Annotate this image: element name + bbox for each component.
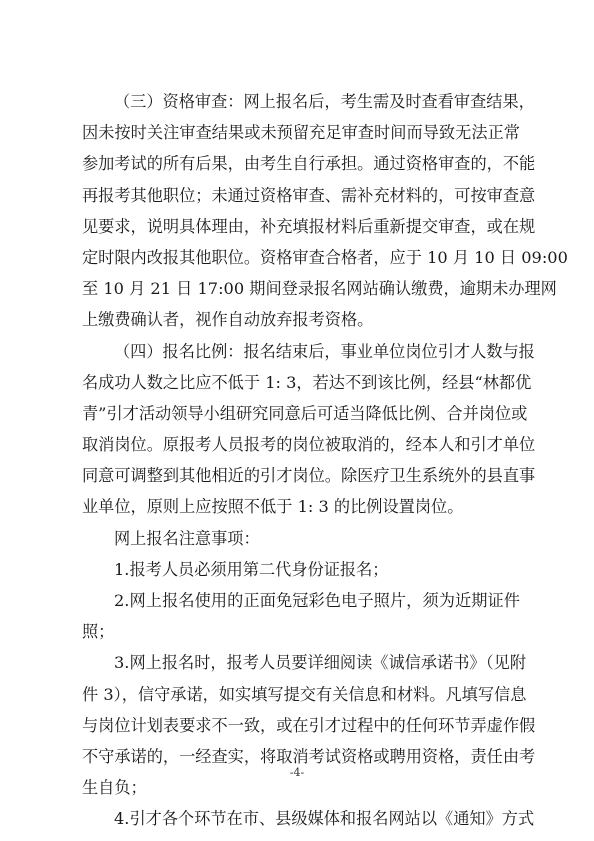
list-item: 1.报考人员必须用第二代身份证报名； <box>114 559 389 579</box>
paragraph-line: 因未按时关注审查结果或未预留充足审查时间而导致无法正常 <box>82 123 520 143</box>
paragraph-line: 名成功人数之比应不低于 1: 3，若达不到该比例，经县“林都优 <box>82 372 532 392</box>
paragraph-line: 至 10 月 21 日 17:00 期间登录报名网站确认缴费，逾期未办理网 <box>82 279 557 299</box>
list-item: 4.引才各个环节在市、县级媒体和报名网站以《通知》方式 <box>114 809 535 829</box>
list-item-continuation: 生自负； <box>82 778 147 798</box>
list-item-continuation: 照； <box>82 622 115 642</box>
document-body <box>82 86 568 835</box>
paragraph-line: （四）报名比例：报名结束后，事业单位岗位引才人数与报 <box>114 341 535 361</box>
paragraph-line: 参加考试的所有后果，由考生自行承担。通过资格审查的，不能 <box>82 154 536 174</box>
list-item-continuation: 与岗位计划表要求不一致，或在引才过程中的任何环节弄虚作假 <box>82 715 536 735</box>
paragraph-line: 见要求，说明具体理由，补充填报材料后重新提交审查，或在规 <box>82 216 536 236</box>
list-item: 2.网上报名使用的正面免冠彩色电子照片，须为近期证件 <box>114 591 520 610</box>
list-item: 3.网上报名时，报考人员要详细阅读《诚信承诺书》（见附 <box>114 653 527 673</box>
paragraph-line: 业单位，原则上应按照不低于 1: 3 的比例设置岗位。 <box>82 497 464 517</box>
paragraph-line: 同意可调整到其他相近的引才岗位。除医疗卫生系统外的县直事 <box>82 466 536 486</box>
paragraph-line: 上缴费确认者，视作自动放弃报考资格。 <box>82 310 374 330</box>
paragraph-line: 再报考其他职位；未通过资格审查、需补充材料的，可按审查意 <box>82 185 536 205</box>
paragraph-line: 定时限内改报其他职位。资格审查合格者，应于 10 月 10 日 09:00 <box>82 247 568 267</box>
list-item-continuation: 件 3），信守承诺，如实填写提交有关信息和材料。凡填写信息 <box>82 684 527 704</box>
paragraph-line: 取消岗位。原报考人员报考的岗位被取消的，经本人和引才单位 <box>82 435 536 455</box>
section-heading: 网上报名注意事项： <box>114 528 260 548</box>
paragraph-line: （三）资格审查：网上报名后，考生需及时查看审查结果， <box>114 92 535 111</box>
page-number: -4- <box>289 766 305 779</box>
paragraph-line: 青”引才活动领导小组研究同意后可适当降低比例、合并岗位或 <box>82 403 528 423</box>
list-item-continuation: 不守承诺的，一经查实，将取消考试资格或聘用资格，责任由考 <box>82 746 536 766</box>
